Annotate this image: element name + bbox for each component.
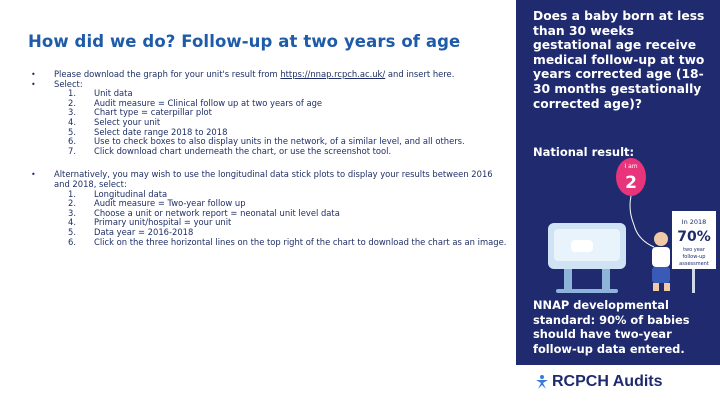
logo-text: RCPCH Audits xyxy=(552,373,663,390)
incubator-icon xyxy=(548,223,626,293)
standard-text: NNAP developmental standard: 90% of babies should have two-year follow-up data entered. xyxy=(533,298,690,356)
svg-text:In 2018: In 2018 xyxy=(681,218,707,226)
list-item: 1. Unit data xyxy=(68,88,133,99)
result-panel xyxy=(516,0,720,405)
bullet-dot: • xyxy=(31,170,36,180)
list-item: 4. Select your unit xyxy=(68,116,161,127)
list-item: 2. Audit measure = Clinical follow up at two years of age xyxy=(68,97,323,108)
list-item: 1. Longitudinal data xyxy=(68,188,168,199)
bullet1-text: Please download the graph for your unit's result from xyxy=(54,69,281,79)
list-item: 5. Select date range 2018 to 2018 xyxy=(68,126,228,137)
alt-text: Alternatively, you may wish to use the longitudinal data stick plots to display your results between 2016 and 2018, select: xyxy=(54,169,493,189)
rcpch-logo xyxy=(534,373,663,391)
intro-steps xyxy=(30,89,510,156)
svg-text:70%: 70% xyxy=(677,229,711,245)
svg-text:2: 2 xyxy=(625,173,637,193)
bullet-dot: • xyxy=(31,70,36,79)
result-sign xyxy=(672,211,716,293)
list-item: 3. Chart type = caterpillar plot xyxy=(68,107,212,118)
svg-text:two year: two year xyxy=(683,247,705,253)
logo-bar xyxy=(516,365,720,405)
national-result-label: National result: xyxy=(533,145,635,159)
baby-illustration xyxy=(516,155,720,297)
svg-text:follow-up: follow-up xyxy=(682,254,706,260)
toddler-icon xyxy=(652,232,670,291)
list-item: 7. Click download chart underneath the chart, or use the screenshot tool. xyxy=(68,145,392,156)
svg-text:assessment: assessment xyxy=(679,261,709,267)
bullet2-text: Select: xyxy=(54,78,83,89)
bullet1-after: and insert here. xyxy=(385,69,455,79)
list-item: 6. Click on the three horizontal lines on the top right of the chart to download the chart as an image. xyxy=(68,236,507,247)
list-item: 6. Use to check boxes to also display units in the network, of a similar level, and all others. xyxy=(68,136,465,147)
bullet-dot: • xyxy=(31,79,36,89)
instructions xyxy=(30,70,510,247)
list-item: 5. Data year = 2016-2018 xyxy=(68,226,194,237)
list-item: 2. Audit measure = Two-year follow up xyxy=(68,198,246,209)
question-text: Does a baby born at less than 30 weeks gestational age receive medical follow-up at two years corrected age (18-30 months gestationally corrected age)? xyxy=(533,9,705,111)
bullet-download xyxy=(30,70,510,80)
svg-text:I am: I am xyxy=(624,163,638,170)
bullet-alternative xyxy=(30,170,510,189)
list-item: 4. Primary unit/hospital = your unit xyxy=(68,217,232,228)
slide-title: How did we do? Follow-up at two years of age xyxy=(28,32,461,51)
list-item: 3. Choose a unit or network report = neonatal unit level data xyxy=(68,207,340,218)
nnap-link[interactable]: https://nnap.rcpch.ac.uk/ xyxy=(280,69,386,79)
alt-steps xyxy=(30,190,510,248)
rcpch-star-icon xyxy=(534,374,550,390)
